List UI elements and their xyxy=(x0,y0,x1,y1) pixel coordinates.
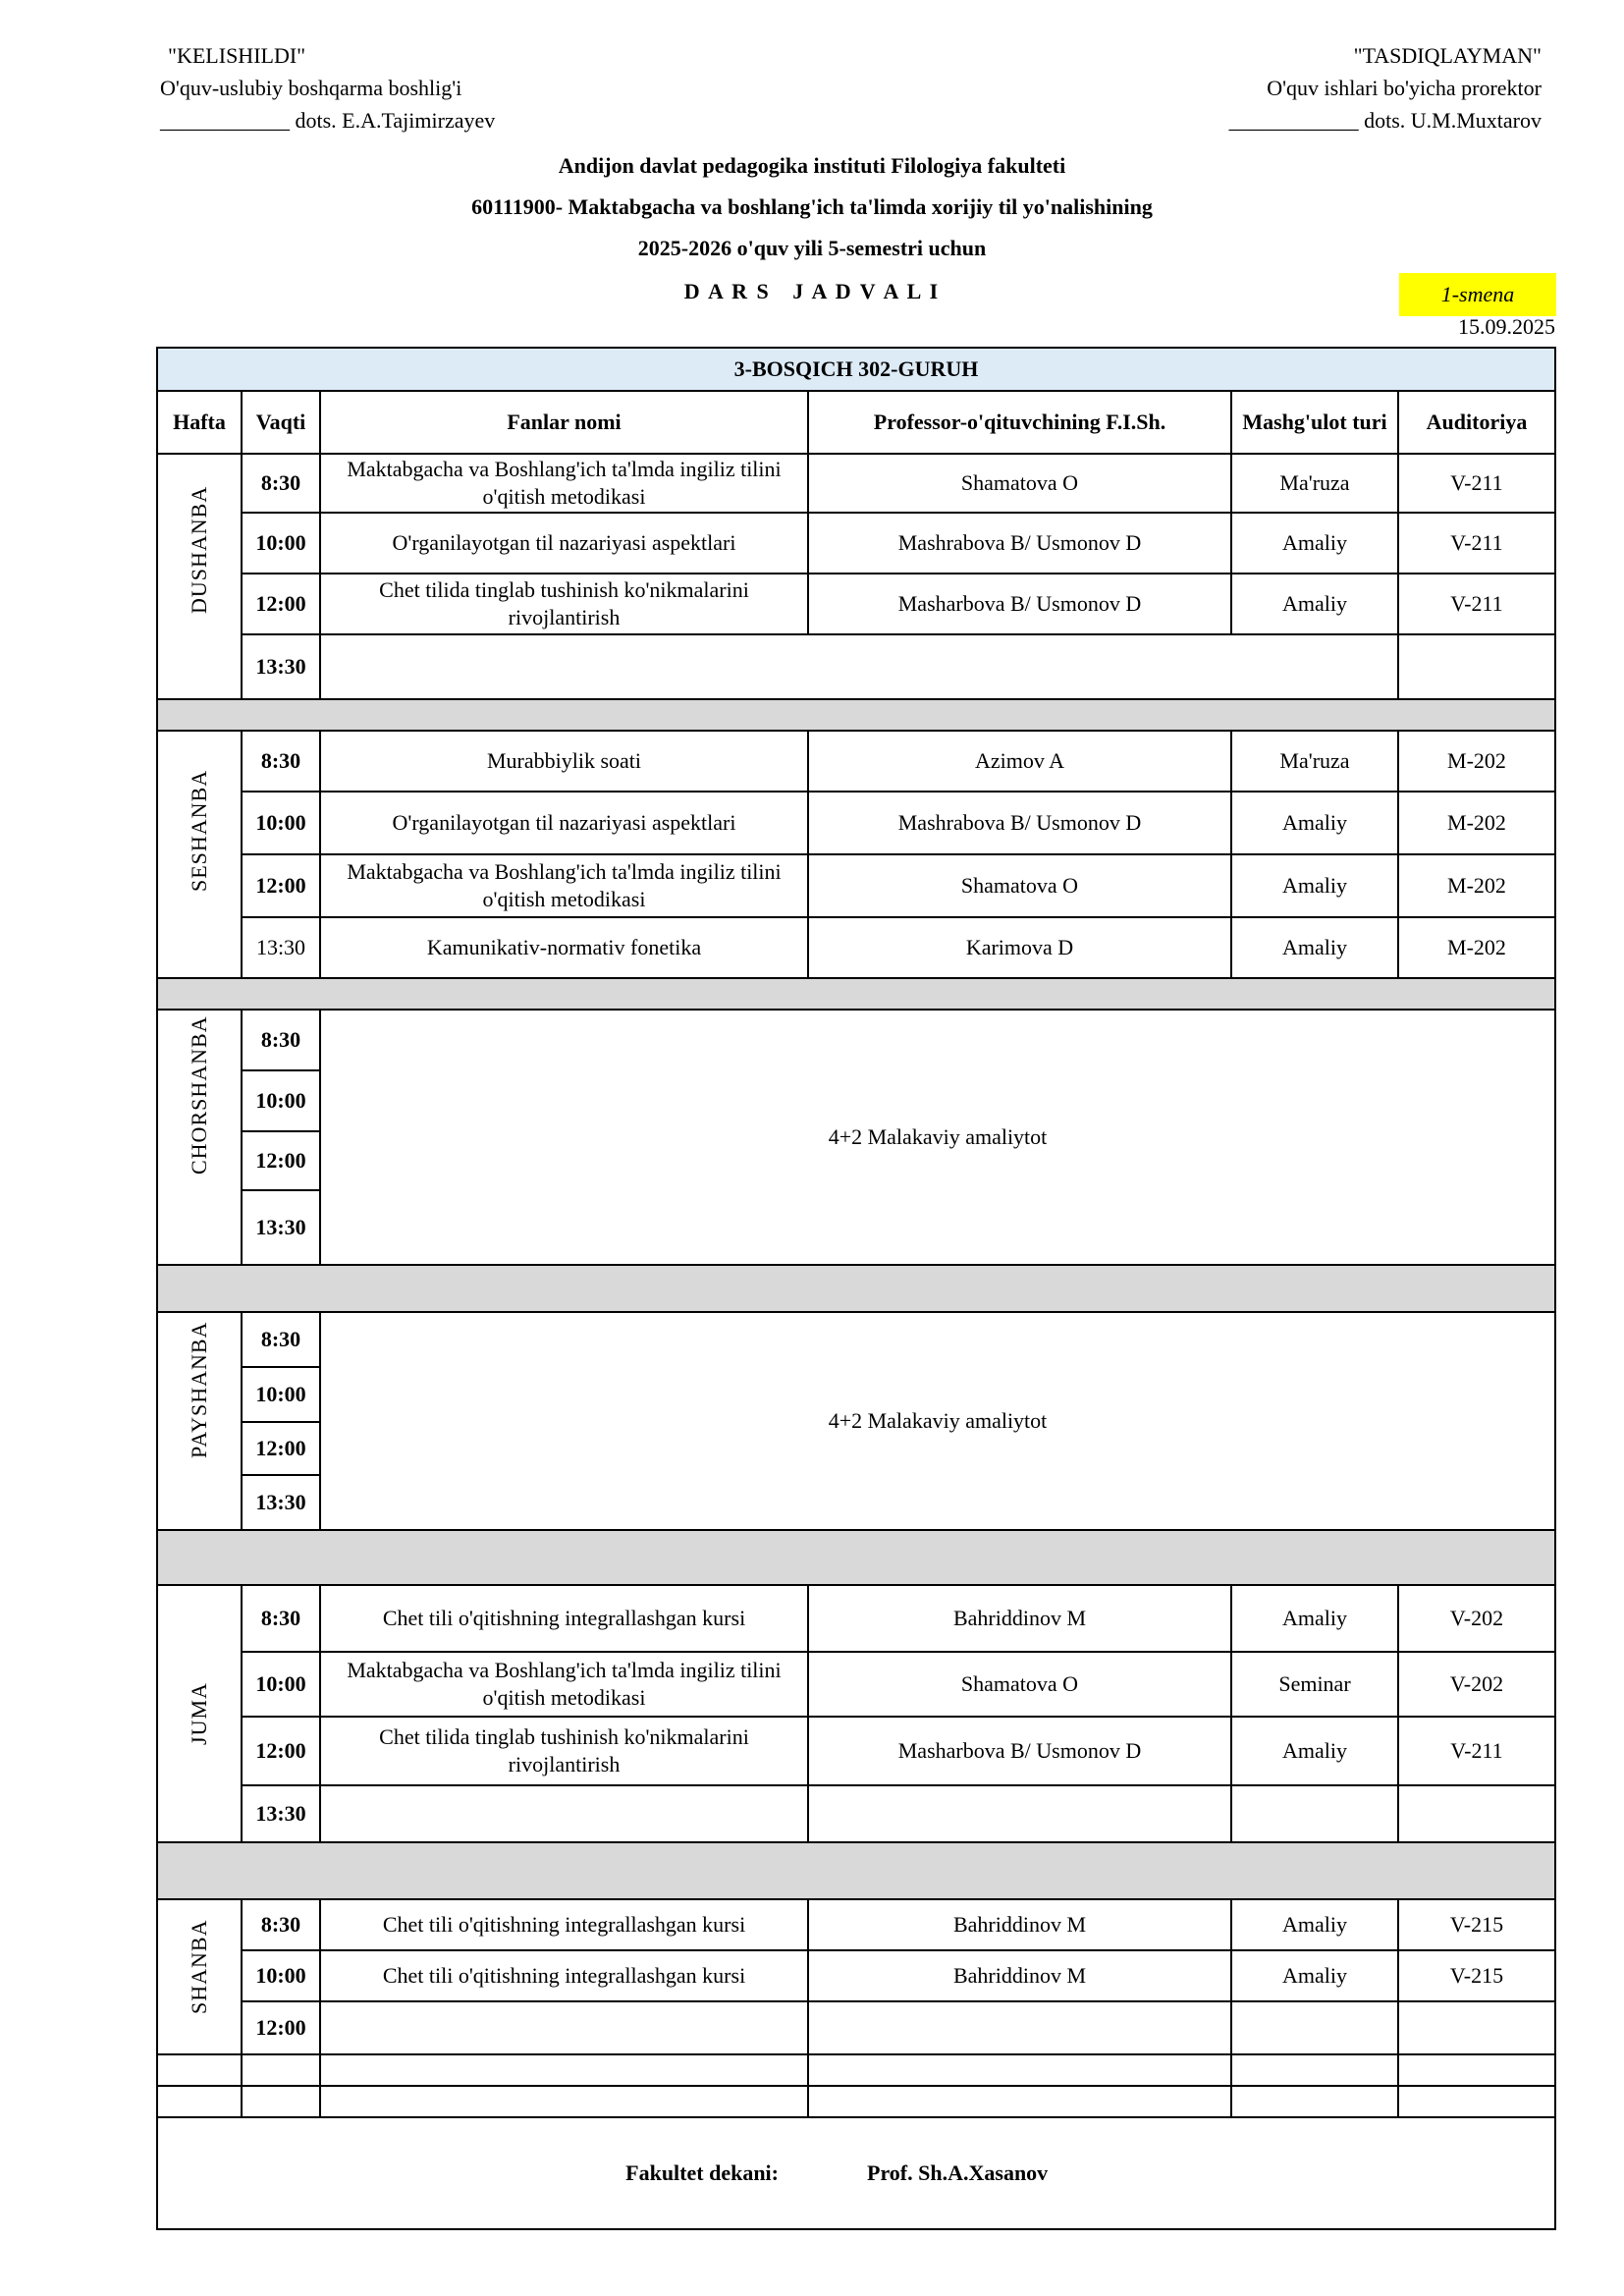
time-cell: 13:30 xyxy=(242,1475,320,1530)
type-cell: Ma'ruza xyxy=(1231,454,1398,513)
room-cell: V-202 xyxy=(1398,1652,1555,1717)
time-cell: 12:00 xyxy=(242,1717,320,1785)
type-cell: Amaliy xyxy=(1231,1950,1398,2001)
subject-cell: Chet tilida tinglab tushinish ko'nikmalarini rivojlantirish xyxy=(320,574,808,634)
group-title: 3-BOSQICH 302-GURUH xyxy=(157,348,1555,391)
time-cell: 8:30 xyxy=(242,1899,320,1950)
table-row xyxy=(157,2054,1555,2086)
teacher-cell: Shamatova O xyxy=(808,454,1231,513)
schedule-title: D A R S J A D V A L I xyxy=(683,279,941,303)
time-cell: 8:30 xyxy=(242,1312,320,1367)
room-cell: V-215 xyxy=(1398,1899,1555,1950)
time-cell: 13:30 xyxy=(242,1785,320,1842)
time-cell: 13:30 xyxy=(242,1190,320,1265)
subject-cell: Maktabgacha va Boshlang'ich ta'lmda ingiliz tilini o'qitish metodikasi xyxy=(320,1652,808,1717)
room-cell: V-211 xyxy=(1398,1717,1555,1785)
type-cell: Amaliy xyxy=(1231,513,1398,574)
subject-cell: Maktabgacha va Boshlang'ich ta'lmda ingiliz tilini o'qitish metodikasi xyxy=(320,854,808,917)
time-cell: 10:00 xyxy=(242,1652,320,1717)
table-row xyxy=(157,1585,1555,1652)
empty-cell xyxy=(1398,2001,1555,2054)
empty-cell xyxy=(1398,1785,1555,1842)
subject-cell: O'rganilayotgan til nazariyasi aspektlari xyxy=(320,513,808,574)
subject-cell: Chet tili o'qitishning integrallashgan kursi xyxy=(320,1950,808,2001)
shift-badge: 1-smena xyxy=(1399,273,1556,316)
subject-cell: Chet tili o'qitishning integrallashgan kursi xyxy=(320,1899,808,1950)
teacher-cell: Shamatova O xyxy=(808,1652,1231,1717)
time-cell: 8:30 xyxy=(242,1010,320,1070)
type-cell: Amaliy xyxy=(1231,854,1398,917)
day-separator xyxy=(157,978,1555,1010)
subject-cell: Chet tili o'qitishning integrallashgan kursi xyxy=(320,1585,808,1652)
subject-cell: Kamunikativ-normativ fonetika xyxy=(320,917,808,978)
table-row xyxy=(157,1785,1555,1842)
empty-cell xyxy=(320,634,1398,699)
type-cell: Amaliy xyxy=(1231,574,1398,634)
time-cell: 12:00 xyxy=(242,2001,320,2054)
table-row xyxy=(157,792,1555,854)
time-cell: 8:30 xyxy=(242,1585,320,1652)
time-cell: 10:00 xyxy=(242,1070,320,1131)
type-cell: Amaliy xyxy=(1231,1899,1398,1950)
semester-title: 2025-2026 o'quv yili 5-semestri uchun xyxy=(637,236,987,260)
table-row xyxy=(157,2001,1555,2054)
teacher-cell: Bahriddinov M xyxy=(808,1950,1231,2001)
teacher-cell: Mashrabova B/ Usmonov D xyxy=(808,513,1231,574)
table-row xyxy=(157,917,1555,978)
time-cell: 8:30 xyxy=(242,454,320,513)
room-cell: M-202 xyxy=(1398,792,1555,854)
institute-title: Andijon davlat pedagogika instituti Filologiya fakulteti xyxy=(558,153,1066,178)
table-row xyxy=(157,1010,1555,1070)
room-cell: V-215 xyxy=(1398,1950,1555,2001)
time-cell: 10:00 xyxy=(242,1367,320,1422)
approval-left-block xyxy=(160,39,495,137)
empty-cell xyxy=(1231,1785,1398,1842)
day-label: CHORSHANBA xyxy=(157,1010,242,1265)
approval-left-sign: ____________ dots. E.A.Tajimirzayev xyxy=(160,108,496,133)
day-separator xyxy=(157,1842,1555,1899)
day-separator xyxy=(157,699,1555,731)
time-cell: 12:00 xyxy=(242,1131,320,1190)
approval-right-role: O'quv ishlari bo'yicha prorektor xyxy=(1267,76,1542,100)
col-subject: Fanlar nomi xyxy=(320,391,808,454)
day-label: PAYSHANBA xyxy=(157,1312,242,1530)
subject-cell: Murabbiylik soati xyxy=(320,731,808,792)
time-cell: 10:00 xyxy=(242,1950,320,2001)
approval-left-title: "KELISHILDI" xyxy=(168,43,306,68)
empty-cell xyxy=(1398,634,1555,699)
col-type: Mashg'ulot turi xyxy=(1231,391,1398,454)
subject-cell: O'rganilayotgan til nazariyasi aspektlari xyxy=(320,792,808,854)
time-cell: 12:00 xyxy=(242,1422,320,1475)
table-row xyxy=(157,854,1555,917)
col-room: Auditoriya xyxy=(1398,391,1555,454)
program-title: 60111900- Maktabgacha va boshlang'ich ta'limda xorijiy til yo'nalishining xyxy=(471,194,1153,219)
practice-cell: 4+2 Malakaviy amaliytot xyxy=(320,1312,1555,1530)
table-row xyxy=(157,1899,1555,1950)
subject-cell: Chet tilida tinglab tushinish ko'nikmalarini rivojlantirish xyxy=(320,1717,808,1785)
schedule-date: 15.09.2025 xyxy=(1458,314,1555,339)
day-separator xyxy=(157,1265,1555,1312)
col-week: Hafta xyxy=(157,391,242,454)
table-row xyxy=(157,1652,1555,1717)
teacher-cell: Masharbova B/ Usmonov D xyxy=(808,574,1231,634)
table-row xyxy=(157,634,1555,699)
room-cell: M-202 xyxy=(1398,917,1555,978)
footer-row xyxy=(157,2117,1555,2229)
room-cell: M-202 xyxy=(1398,731,1555,792)
day-label: JUMA xyxy=(157,1585,242,1842)
table-row xyxy=(157,574,1555,634)
empty-cell xyxy=(320,1785,808,1842)
teacher-cell: Azimov A xyxy=(808,731,1231,792)
time-cell: 12:00 xyxy=(242,854,320,917)
approval-right-sign: ____________ dots. U.M.Muxtarov xyxy=(1228,108,1542,133)
table-header-row xyxy=(157,391,1555,454)
approval-right-title: "TASDIQLAYMAN" xyxy=(1353,43,1542,68)
type-cell: Amaliy xyxy=(1231,917,1398,978)
room-cell: V-202 xyxy=(1398,1585,1555,1652)
subject-cell: Maktabgacha va Boshlang'ich ta'lmda ingiliz tilini o'qitish metodikasi xyxy=(320,454,808,513)
approval-right-block xyxy=(1229,39,1542,137)
time-cell: 12:00 xyxy=(242,574,320,634)
type-cell: Seminar xyxy=(1231,1652,1398,1717)
room-cell: M-202 xyxy=(1398,854,1555,917)
teacher-cell: Shamatova O xyxy=(808,854,1231,917)
time-cell: 13:30 xyxy=(242,917,320,978)
teacher-cell: Karimova D xyxy=(808,917,1231,978)
practice-cell: 4+2 Malakaviy amaliytot xyxy=(320,1010,1555,1265)
col-teacher: Professor-o'qituvchining F.I.Sh. xyxy=(808,391,1231,454)
day-label: SHANBA xyxy=(157,1899,242,2054)
day-label: DUSHANBA xyxy=(157,454,242,699)
empty-cell xyxy=(320,2001,808,2054)
day-label: SESHANBA xyxy=(157,731,242,978)
dean-name: Prof. Sh.A.Xasanov xyxy=(808,2117,1555,2229)
empty-cell xyxy=(808,1785,1231,1842)
type-cell: Amaliy xyxy=(1231,792,1398,854)
room-cell: V-211 xyxy=(1398,513,1555,574)
room-cell: V-211 xyxy=(1398,574,1555,634)
approval-left-role: O'quv-uslubiy boshqarma boshlig'i xyxy=(160,76,462,100)
table-row xyxy=(157,454,1555,513)
type-cell: Amaliy xyxy=(1231,1717,1398,1785)
type-cell: Amaliy xyxy=(1231,1585,1398,1652)
time-cell: 10:00 xyxy=(242,792,320,854)
teacher-cell: Bahriddinov M xyxy=(808,1899,1231,1950)
empty-cell xyxy=(1231,2001,1398,2054)
teacher-cell: Masharbova B/ Usmonov D xyxy=(808,1717,1231,1785)
table-row xyxy=(157,731,1555,792)
table-row xyxy=(157,1717,1555,1785)
schedule-table xyxy=(156,347,1556,2230)
teacher-cell: Mashrabova B/ Usmonov D xyxy=(808,792,1231,854)
teacher-cell: Bahriddinov M xyxy=(808,1585,1231,1652)
col-time: Vaqti xyxy=(242,391,320,454)
time-cell: 8:30 xyxy=(242,731,320,792)
dean-label: Fakultet dekani: xyxy=(157,2117,808,2229)
time-cell: 13:30 xyxy=(242,634,320,699)
type-cell: Ma'ruza xyxy=(1231,731,1398,792)
day-separator xyxy=(157,1530,1555,1585)
time-cell: 10:00 xyxy=(242,513,320,574)
empty-cell xyxy=(808,2001,1231,2054)
table-row xyxy=(157,1950,1555,2001)
table-row xyxy=(157,2086,1555,2117)
room-cell: V-211 xyxy=(1398,454,1555,513)
table-row xyxy=(157,513,1555,574)
table-row xyxy=(157,1312,1555,1367)
